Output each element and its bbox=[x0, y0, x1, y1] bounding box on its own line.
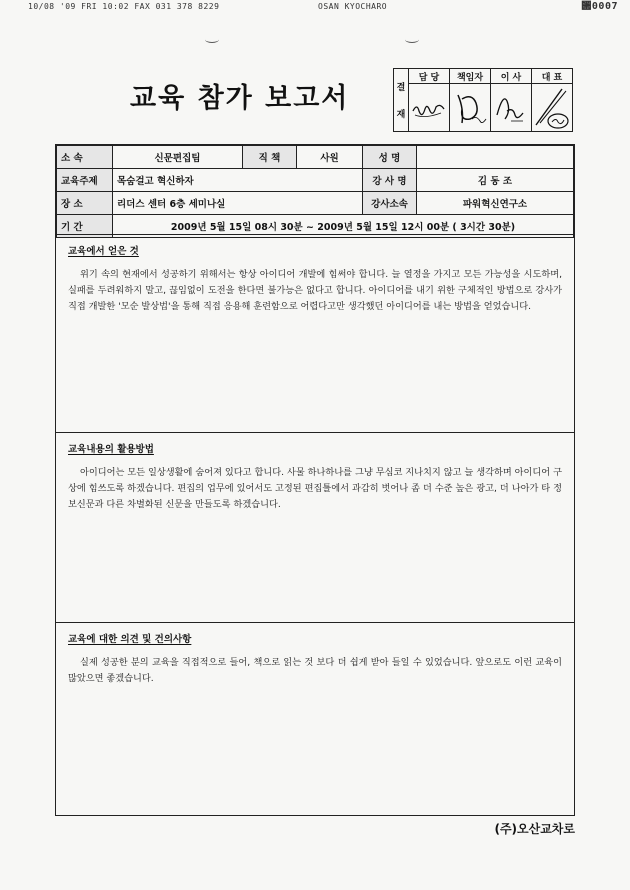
info-row bbox=[57, 146, 574, 169]
section-opinion bbox=[56, 622, 574, 814]
signature-staff-mark bbox=[409, 85, 449, 131]
page-title: 교육 참가 보고서 bbox=[130, 83, 350, 114]
section-application-body: 아이디어는 모든 일상생활에 숨어져 있다고 합니다. 사물 하나하나를 그냥 무심코 지나치지 않고 늘 생각하며 아이디어 구상에 힘쓰도록 하겠습니다. 편집의 업무에 있어서도 고정된 편집틀에서 과감히 벗어나 좀 더 수준 높은 광고, 더 나아가 타 정보신문과 다른 차별화된 신문을 만들도록 하겠습니다. bbox=[68, 467, 562, 510]
approval-header-manager: 책임자 bbox=[450, 69, 491, 84]
company-name: (주)오산교차로 bbox=[494, 822, 575, 836]
subject-value: 목숨걸고 혁신하자 bbox=[113, 169, 363, 192]
approval-side-label bbox=[394, 69, 409, 132]
info-row bbox=[57, 169, 574, 192]
affiliation-value: 파워혁신연구소 bbox=[417, 192, 574, 215]
fax-header-left: 10/08 '09 FRI 10:02 FAX 031 378 8229 bbox=[28, 2, 220, 11]
section-opinion-heading: 교육에 대한 의견 및 건의사항 bbox=[68, 634, 192, 645]
signature-manager bbox=[450, 84, 491, 132]
position-label: 직 책 bbox=[243, 146, 297, 169]
dept-label: 소 속 bbox=[57, 146, 113, 169]
dept-value: 신문편집팀 bbox=[113, 146, 243, 169]
info-row bbox=[57, 192, 574, 215]
section-opinion-body: 실제 성공한 분의 교육을 직접적으로 들어, 책으로 읽는 것 보다 더 쉽게 받아 들일 수 있었습니다. 앞으로도 이런 교육이 많았으면 좋겠습니다. bbox=[68, 657, 562, 684]
section-learned-heading: 교육에서 얻은 것 bbox=[68, 246, 139, 257]
approval-header-staff: 담 당 bbox=[409, 69, 450, 84]
place-label: 장 소 bbox=[57, 192, 113, 215]
approval-box bbox=[393, 68, 573, 132]
section-application-heading: 교육내용의 활용방법 bbox=[68, 444, 154, 455]
subject-label: 교육주제 bbox=[57, 169, 113, 192]
position-value: 사원 bbox=[297, 146, 363, 169]
period-label: 기 간 bbox=[57, 215, 113, 238]
lecturer-label: 강 사 명 bbox=[363, 169, 417, 192]
period-value: 2009년 5월 15일 08시 30분 ~ 2009년 5월 15일 12시 00분 ( 3시간 30분) bbox=[113, 215, 574, 238]
approval-side-1: 결 bbox=[396, 83, 406, 93]
signature-director-mark bbox=[491, 85, 531, 131]
section-application bbox=[56, 432, 574, 622]
signature-staff bbox=[409, 84, 450, 132]
fax-header bbox=[28, 0, 618, 14]
name-label: 성 명 bbox=[363, 146, 417, 169]
name-value bbox=[417, 146, 574, 169]
lecturer-value: 김 동 조 bbox=[417, 169, 574, 192]
place-value: 리더스 센터 6층 세미나실 bbox=[113, 192, 363, 215]
fold-mark-left bbox=[205, 36, 219, 43]
fold-mark-right bbox=[405, 36, 419, 43]
signature-manager-mark bbox=[450, 85, 490, 131]
signature-ceo bbox=[532, 84, 573, 132]
report-form bbox=[55, 144, 575, 816]
fax-header-center: OSAN KYOCHARO bbox=[318, 2, 388, 11]
signature-director bbox=[491, 84, 532, 132]
section-learned-body: 위기 속의 현재에서 성공하기 위해서는 항상 아이디어 개발에 힘써야 합니다. 늘 열정을 가지고 모든 가능성을 시도하며, 실패를 두려워하지 말고, 끊임없이 도전을 한다면 불가능은 없다고 합니다. 아이디어를 내기 위한 구체적인 방법으로 강사가 직접 개발한 '모순 발상법'을 통해 직접 응용해 훈련함으로 어렵다고만 생각했던 아이디어를 내는 방법을 얻었습니다. bbox=[68, 269, 562, 312]
fax-page-number: ⑒0007 bbox=[581, 1, 618, 12]
info-table bbox=[56, 145, 574, 238]
approval-header-ceo: 대 표 bbox=[532, 69, 573, 84]
section-learned bbox=[56, 234, 574, 432]
affiliation-label: 강사소속 bbox=[363, 192, 417, 215]
signature-ceo-mark bbox=[532, 85, 572, 131]
approval-side-2: 재 bbox=[396, 110, 406, 120]
approval-header-director: 이 사 bbox=[491, 69, 532, 84]
